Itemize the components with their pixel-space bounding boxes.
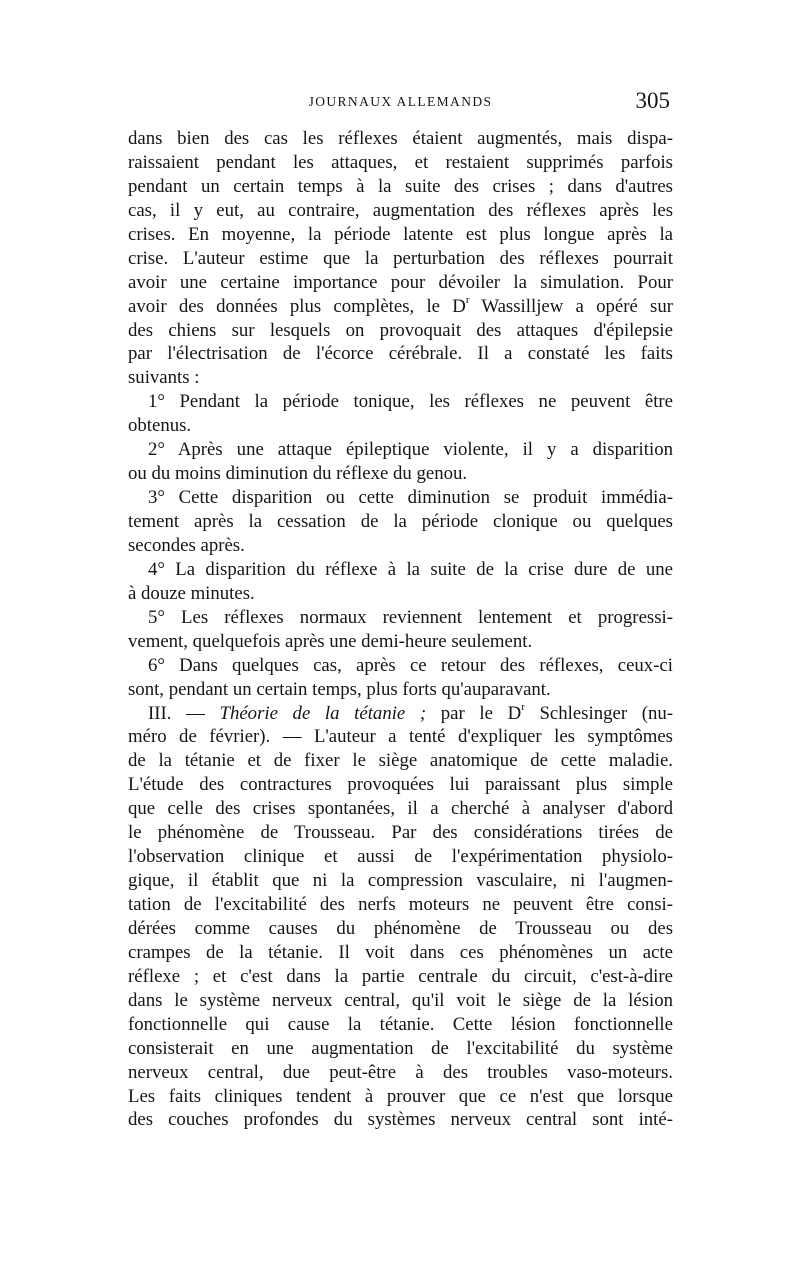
text-line: de la tétanie et de fixer le siège anatomique de cette maladie.	[128, 750, 673, 772]
text-line: crampes de la tétanie. Il voit dans ces phénomènes un acte	[128, 941, 673, 963]
superscript: r	[465, 294, 470, 307]
text-line: crise. L'auteur estime que la perturbation des réflexes pourrait	[128, 247, 673, 269]
text-line: raissaient pendant les attaques, et restaient supprimés parfois	[128, 151, 673, 173]
list-item: 2° Après une attaque épileptique violente, il y a disparition	[148, 439, 673, 461]
text-line: fonctionnelle qui cause la tétanie. Cette lésion fonctionnelle	[128, 1013, 673, 1035]
text-segment: par le D	[426, 702, 522, 724]
text-line	[128, 702, 673, 726]
text-line: obtenus.	[128, 415, 192, 437]
list-item: 4° La disparition du réflexe à la suite de la crise dure de une	[148, 558, 673, 580]
list-item: 5° Les réflexes normaux reviennent lentement et progressi-	[148, 606, 673, 628]
text-segment: Wassilljew a opéré sur	[469, 295, 674, 317]
text-line: secondes après.	[128, 534, 245, 556]
text-line: nerveux central, due peut-être à des troubles vaso-moteurs.	[128, 1061, 673, 1083]
text-line: L'étude des contractures provoquées lui paraissant plus simple	[128, 774, 673, 796]
text-line: tation de l'excitabilité des nerfs moteurs ne peuvent être consi-	[128, 894, 673, 915]
list-item: 1° Pendant la période tonique, les réflexes ne peuvent être	[148, 391, 673, 413]
text-line: dérées comme causes du phénomène de Trousseau ou des	[128, 917, 673, 939]
text-segment: Schlesinger (nu-	[524, 702, 674, 724]
text-line: suivants :	[128, 367, 200, 389]
text-line: le phénomène de Trousseau. Par des considérations tirées de	[128, 822, 673, 844]
section-title: Théorie de la tétanie ;	[219, 702, 427, 724]
text-line: vement, quelquefois après une demi-heure seulement.	[128, 630, 533, 652]
running-title: JOURNAUX ALLEMANDS	[308, 94, 493, 109]
text-line: pendant un certain temps à la suite des crises ; dans d'autres	[128, 175, 673, 197]
list-item: 6° Dans quelques cas, après ce retour des réflexes, ceux-ci	[148, 654, 673, 676]
text-line: consisterait en une augmentation de l'excitabilité du système	[128, 1037, 673, 1059]
body-text	[128, 127, 673, 1132]
text-line: ou du moins diminution du réflexe du genou.	[128, 463, 468, 485]
text-line: cas, il y eut, au contraire, augmentation des réflexes après les	[128, 199, 673, 221]
text-line: crises. En moyenne, la période latente est plus longue après la	[128, 223, 673, 245]
text-segment: avoir des données plus complètes, le D	[128, 295, 466, 317]
text-line: méro de février). — L'auteur a tenté d'expliquer les symptômes	[128, 726, 673, 748]
text-segment: III. —	[148, 702, 220, 724]
text-line: Les faits cliniques tendent à prouver que ce n'est que lorsque	[128, 1085, 673, 1107]
page-number: 305	[635, 88, 670, 113]
text-line: tement après la cessation de la période clonique ou quelques	[128, 511, 673, 532]
list-item: 3° Cette disparition ou cette diminution se produit immédia-	[148, 487, 673, 509]
text-line: réflexe ; et c'est dans la partie centrale du circuit, c'est-à-dire	[128, 965, 673, 987]
running-header	[128, 88, 673, 116]
text-line: des chiens sur lesquels on provoquait des attaques d'épilepsie	[128, 319, 673, 341]
text-line: dans bien des cas les réflexes étaient augmentés, mais dispa-	[128, 128, 673, 149]
text-line: par l'électrisation de l'écorce cérébrale. Il a constaté les faits	[128, 343, 673, 365]
text-line: gique, il établit que ni la compression vasculaire, ni l'augmen-	[128, 870, 673, 892]
text-line: à douze minutes.	[128, 582, 255, 604]
superscript: r	[521, 701, 525, 714]
text-line	[128, 295, 673, 319]
text-line: sont, pendant un certain temps, plus forts qu'auparavant.	[128, 678, 551, 700]
text-line: des couches profondes du systèmes nerveux central sont inté-	[128, 1109, 673, 1131]
text-line: que celle des crises spontanées, il a cherché à analyser d'abord	[128, 798, 673, 820]
text-line: avoir une certaine importance pour dévoiler la simulation. Pour	[128, 271, 673, 293]
text-line: dans le système nerveux central, qu'il voit le siège de la lésion	[128, 989, 673, 1011]
text-line: l'observation clinique et aussi de l'expérimentation physiolo-	[128, 846, 673, 868]
